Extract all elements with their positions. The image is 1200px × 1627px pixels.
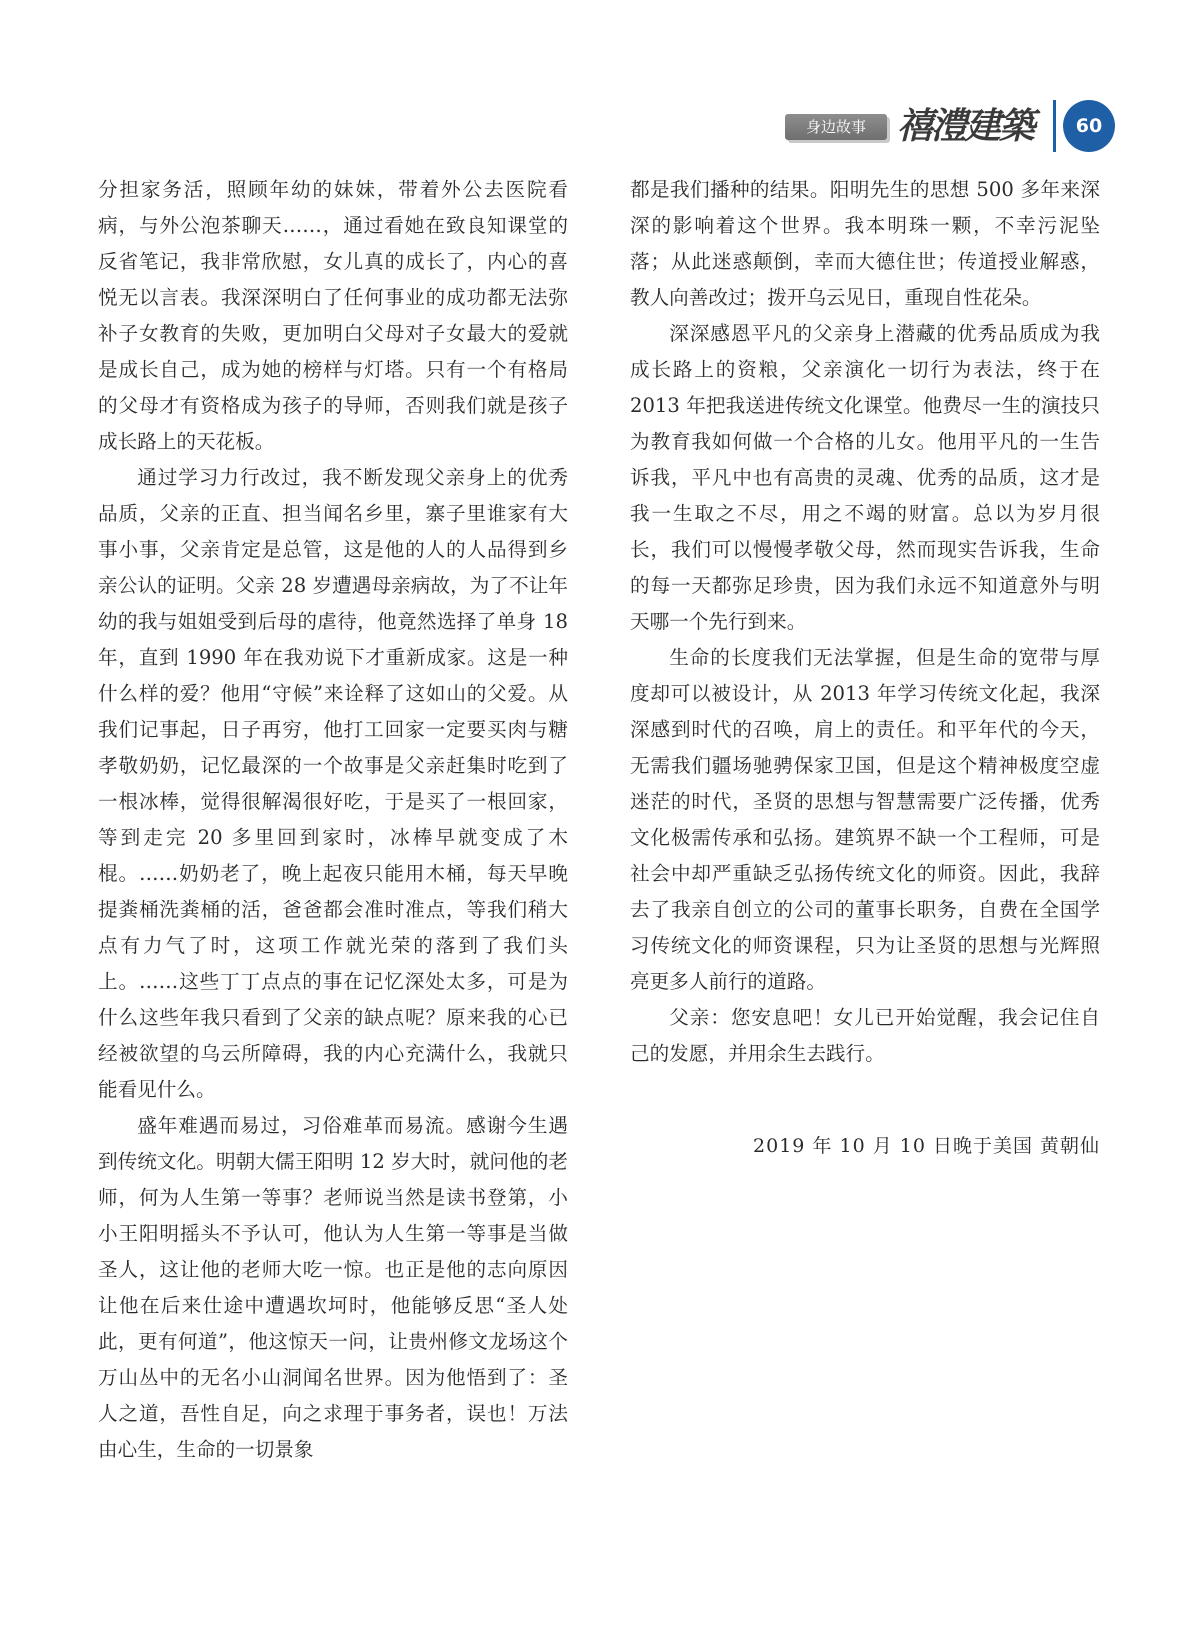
signature-date-line: 2019 年 10 月 10 日晚于美国 黄朝仙 xyxy=(753,1135,1100,1157)
paragraph: 通过学习力行改过，我不断发现父亲身上的优秀品质，父亲的正直、担当闻名乡里，寨子里谁家有大事小事，父亲肯定是总管，这是他的人的人品得到乡亲公认的证明。父亲 28 岁遭遇母亲病故，为了不让年幼的我与姐姐受到后母的虐待，他竟然选择了单身 18 年，直到 1990 年在我劝说下才重新成家。这是一种什么样的爱？他用“守候”来诠释了这如山的父爱。从我们记事起，日子再穷，他打工回家一定要买肉与糖孝敬奶奶，记忆最深的一个故事是父亲赶集时吃到了一根冰棒，觉得很解渴很好吃，于是买了一根回家，等到走完 20 多里回到家时，冰棒早就变成了木棍。……奶奶老了，晚上起夜只能用木桶，每天早晚提粪桶洗粪桶的活，爸爸都会准时准点，等我们稍大点有力气了时，这项工作就光荣的落到了我们头上。……这些丁丁点点的事在记忆深处太多，可是为什么这些年我只看到了父亲的缺点呢？原来我的心已经被欲望的乌云所障碍，我的内心充满什么，我就只能看见什么。 xyxy=(98,466,568,1101)
paragraph: 分担家务活，照顾年幼的妹妹，带着外公去医院看病，与外公泡茶聊天……，通过看她在致良知课堂的反省笔记，我非常欣慰，女儿真的成长了，内心的喜悦无以言表。我深深明白了任何事业的成功都无法弥补子女教育的失败，更加明白父母对子女最大的爱就是成长自己，成为她的榜样与灯塔。只有一个有格局的父母才有资格成为孩子的导师，否则我们就是孩子成长路上的天花板。 xyxy=(98,178,568,453)
section-label: 身边故事 xyxy=(785,114,887,140)
paragraph: 盛年难遇而易过，习俗难革而易流。感谢今生遇到传统文化。明朝大儒王阳明 12 岁大时，就问他的老师，何为人生第一等事？老师说当然是读书登第，小小王阳明摇头不予认可，他认为人生第一等事是当做圣人，这让他的老师大吃一惊。也正是他的志向原因让他在后来仕途中遭遇坎坷时，他能够反思“圣人处此，更有何道”，他这惊天一问，让贵州修文龙场这个万山丛中的无名小山洞闻名世界。因为他悟到了：圣人之道，吾性自足，向之求理于事务者，误也！万法由心生，生命的一切景象 xyxy=(98,1114,568,1461)
right-column xyxy=(630,172,1100,1072)
paragraph: 父亲：您安息吧！女儿已开始觉醒，我会记住自己的发愿，并用余生去践行。 xyxy=(630,1006,1100,1065)
page-number-badge: 60 xyxy=(1063,100,1115,152)
magazine-brand-logo: 禧澧建築 xyxy=(897,105,1034,147)
paragraph: 深深感恩平凡的父亲身上潜藏的优秀品质成为我成长路上的资粮，父亲演化一切行为表法，终于在 2013 年把我送进传统文化课堂。他费尽一生的演技只为教育我如何做一个合格的儿女。他用平凡的一生告诉我，平凡中也有高贵的灵魂、优秀的品质，这才是我一生取之不尽，用之不竭的财富。总以为岁月很长，我们可以慢慢孝敬父母，然而现实告诉我，生命的每一天都弥足珍贵，因为我们永远不知道意外与明天哪一个先行到来。 xyxy=(630,322,1100,633)
paragraph: 生命的长度我们无法掌握，但是生命的宽带与厚度却可以被设计，从 2013 年学习传统文化起，我深深感到时代的召唤，肩上的责任。和平年代的今天，无需我们疆场驰骋保家卫国，但是这个精神极度空虚迷茫的时代，圣贤的思想与智慧需要广泛传播，优秀文化极需传承和弘扬。建筑界不缺一个工程师，可是社会中却严重缺乏弘扬传统文化的师资。因此，我辞去了我亲自创立的公司的董事长职务，自费在全国学习传统文化的师资课程，只为让圣贤的思想与光辉照亮更多人前行的道路。 xyxy=(630,646,1100,993)
left-column xyxy=(98,172,568,1468)
page-header xyxy=(785,100,1115,152)
paragraph: 都是我们播种的结果。阳明先生的思想 500 多年来深深的影响着这个世界。我本明珠一颗，不幸污泥坠落；从此迷惑颠倒，幸而大德住世；传道授业解惑，教人向善改过；拨开乌云见日，重现自性花朵。 xyxy=(630,178,1100,309)
header-divider xyxy=(1053,100,1056,152)
